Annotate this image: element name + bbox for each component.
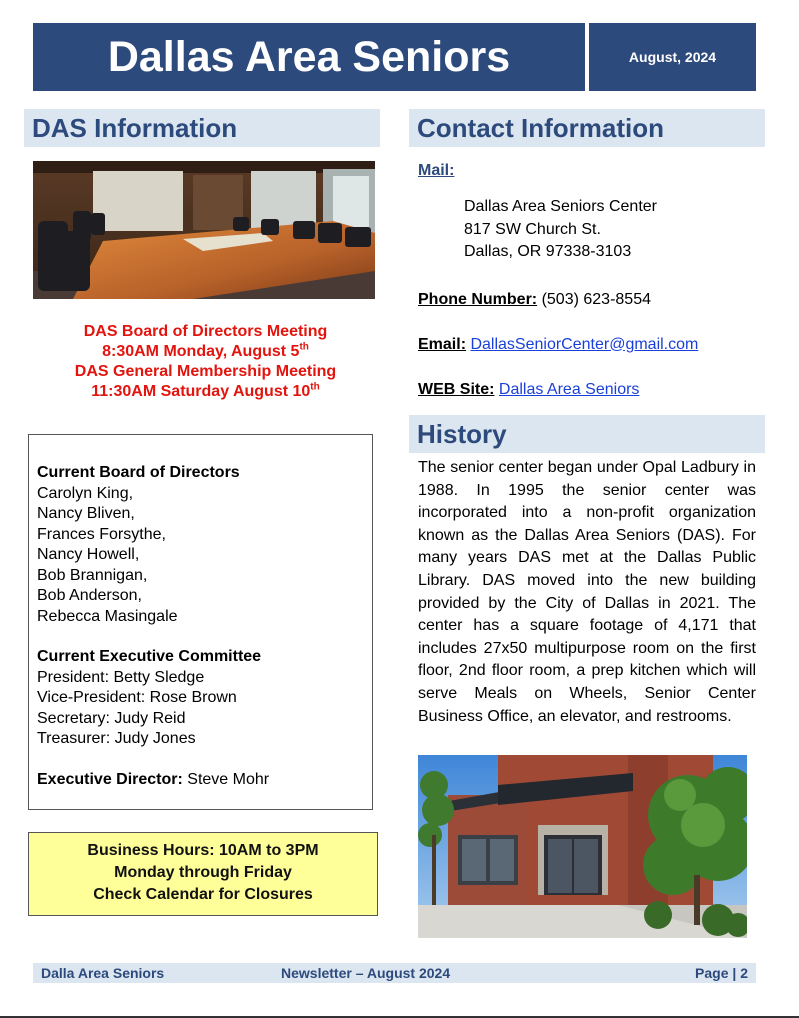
footer-newsletter: Newsletter – August 2024 [281, 965, 451, 981]
email-row: Email: DallasSeniorCenter@gmail.com [418, 335, 699, 353]
address-line: Dallas, OR 97338-3103 [464, 243, 632, 260]
board-of-directors-box [28, 434, 373, 810]
section-title-history: History [409, 415, 765, 453]
general-meeting-time: 11:30AM Saturday August 10th [91, 381, 320, 400]
executive-director: Executive Director: Steve Mohr [37, 770, 270, 788]
exec-member: Secretary: Judy Reid [37, 709, 186, 727]
exec-committee-heading: Current Executive Committee [37, 648, 262, 665]
board-meeting-title: DAS Board of Directors Meeting [83, 323, 328, 340]
board-member: Rebecca Masingale [37, 607, 178, 625]
closures-line: Check Calendar for Closures [93, 886, 313, 903]
website-row: WEB Site: Dallas Area Seniors [418, 380, 640, 398]
senior-center-building-photo [418, 755, 747, 938]
mailing-address [418, 196, 763, 264]
board-meeting-time: 8:30AM Monday, August 5th [102, 341, 309, 360]
board-member: Bob Brannigan, [37, 566, 148, 584]
hours-line: Business Hours: 10AM to 3PM [87, 842, 319, 859]
footer-page-number: Page | 2 [695, 965, 748, 981]
page-footer [33, 963, 756, 983]
board-member: Carolyn King, [37, 484, 134, 502]
address-line: Dallas Area Seniors Center [464, 198, 657, 215]
board-member: Nancy Bliven, [37, 505, 135, 522]
exec-member: Treasurer: Judy Jones [37, 730, 196, 747]
conference-room-photo [33, 161, 375, 299]
phone-row: Phone Number: (503) 623-8554 [418, 290, 651, 308]
exec-member: President: Betty Sledge [37, 668, 205, 686]
website-link[interactable]: Dallas Area Seniors [498, 380, 640, 398]
days-line: Monday through Friday [114, 864, 292, 881]
history-text: The senior center began under Opal Ladbury in 1988. In 1995 the senior center was incorporated into a non-profit organization known as the Dallas Area Seniors (DAS). For many years DAS met at the Dallas Public Library. DAS moved into the new building provided by the City of Dallas in 2021. The center has a square footage of 4,171 that includes 27x50 multipurpose room on the first floor, 2nd floor room, a prep kitchen which will serve Meals on Wheels, Senior Center Business Office, an elevator, and restrooms. [418, 459, 756, 725]
meeting-notice [28, 322, 383, 402]
section-title-das-information: DAS Information [24, 109, 380, 147]
board-member: Nancy Howell, [37, 546, 140, 563]
newsletter-title: Dallas Area Seniors [33, 23, 585, 91]
board-heading: Current Board of Directors [37, 464, 240, 481]
board-member: Bob Anderson, [37, 587, 142, 604]
business-hours-box [28, 832, 378, 916]
email-link[interactable]: DallasSeniorCenter@gmail.com [470, 335, 699, 353]
mail-label: Mail: [418, 162, 455, 179]
exec-member: Vice-President: Rose Brown [37, 689, 237, 706]
issue-date: August, 2024 [589, 23, 756, 91]
general-meeting-title: DAS General Membership Meeting [74, 363, 337, 380]
section-title-contact: Contact Information [409, 109, 765, 147]
contact-info [418, 160, 763, 400]
footer-org: Dalla Area Seniors [41, 965, 165, 981]
board-member: Frances Forsythe, [37, 525, 166, 543]
address-line: 817 SW Church St. [464, 220, 601, 238]
